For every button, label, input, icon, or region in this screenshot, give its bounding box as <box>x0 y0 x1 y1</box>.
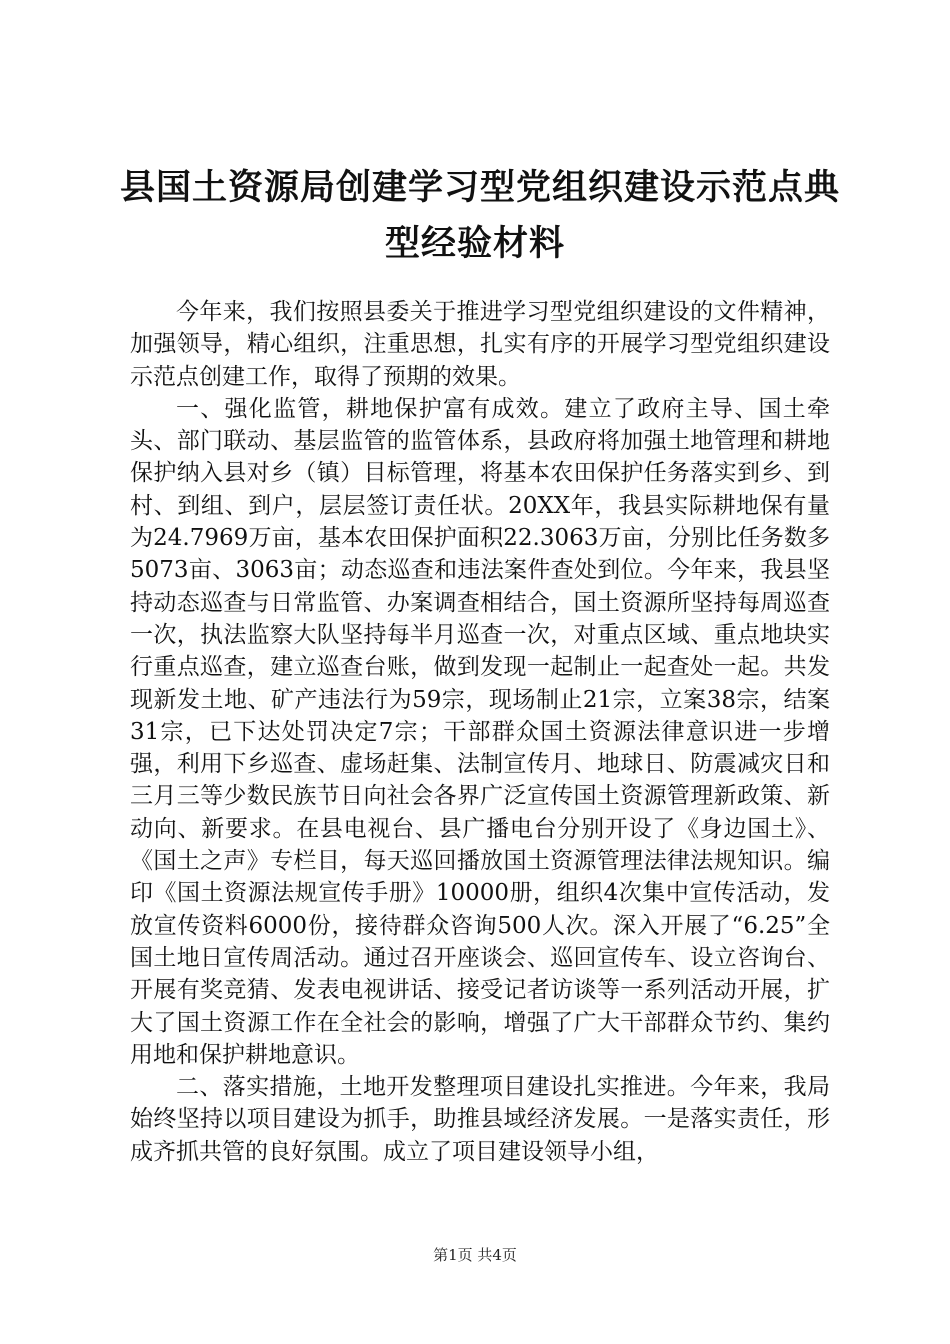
title-line-1: 县国土资源局创建学习型党组织建设示范点典 <box>120 168 841 208</box>
paragraph-section-1: 一、强化监管，耕地保护富有成效。建立了政府主导、国土牵头、部门联动、基层监管的监管体系，县政府将加强土地管理和耕地保护纳入县对乡（镇）目标管理，将基本农田保护任务落实到乡、到村、到组、到户，层层签订责任状。20XX年，我县实际耕地保有量为24.7969万亩，基本农田保护面积22.3063万亩，分别比任务数多5073亩、3063亩；动态巡查和违法案件查处到位。今年来，我县坚持动态巡查与日常监管、办案调查相结合，国土资源所坚持每周巡查一次，执法监察大队坚持每半月巡查一次，对重点区域、重点地块实行重点巡查，建立巡查台账，做到发现一起制止一起查处一起。共发现新发土地、矿产违法行为59宗，现场制止21宗，立案38宗，结案31宗，已下达处罚决定7宗；干部群众国土资源法律意识进一步增强，利用下乡巡查、虚场赶集、法制宣传月、地球日、防震减灾日和三月三等少数民族节日向社会各界广泛宣传国土资源管理新政策、新动向、新要求。在县电视台、县广播电台分别开设了《身边国土》、《国土之声》专栏目，每天巡回播放国土资源管理法律法规知识。编印《国土资源法规宣传手册》10000册，组织4次集中宣传活动，发放宣传资料6000份，接待群众咨询500人次。深入开展了“6.25”全国土地日宣传周活动。通过召开座谈会、巡回宣传车、设立咨询台、开展有奖竞猜、发表电视讲话、接受记者访谈等一系列活动开展，扩大了国土资源工作在全社会的影响，增强了广大干部群众节约、集约用地和保护耕地意识。 <box>130 395 830 1068</box>
page-footer: 第1页 共4页 <box>433 1246 517 1264</box>
title-line-2: 型经验材料 <box>384 224 565 264</box>
paragraph-intro: 今年来，我们按照县委关于推进学习型党组织建设的文件精神，加强领导，精心组织，注重思想，扎实有序的开展学习型党组织建设示范点创建工作，取得了预期的效果。 <box>130 299 830 390</box>
document-body <box>130 296 830 1168</box>
paragraph-section-2: 二、落实措施，土地开发整理项目建设扎实推进。今年来，我局始终坚持以项目建设为抓手，助推县域经济发展。一是落实责任，形成齐抓共管的良好氛围。成立了项目建设领导小组， <box>130 1074 830 1165</box>
document-title <box>120 160 841 272</box>
